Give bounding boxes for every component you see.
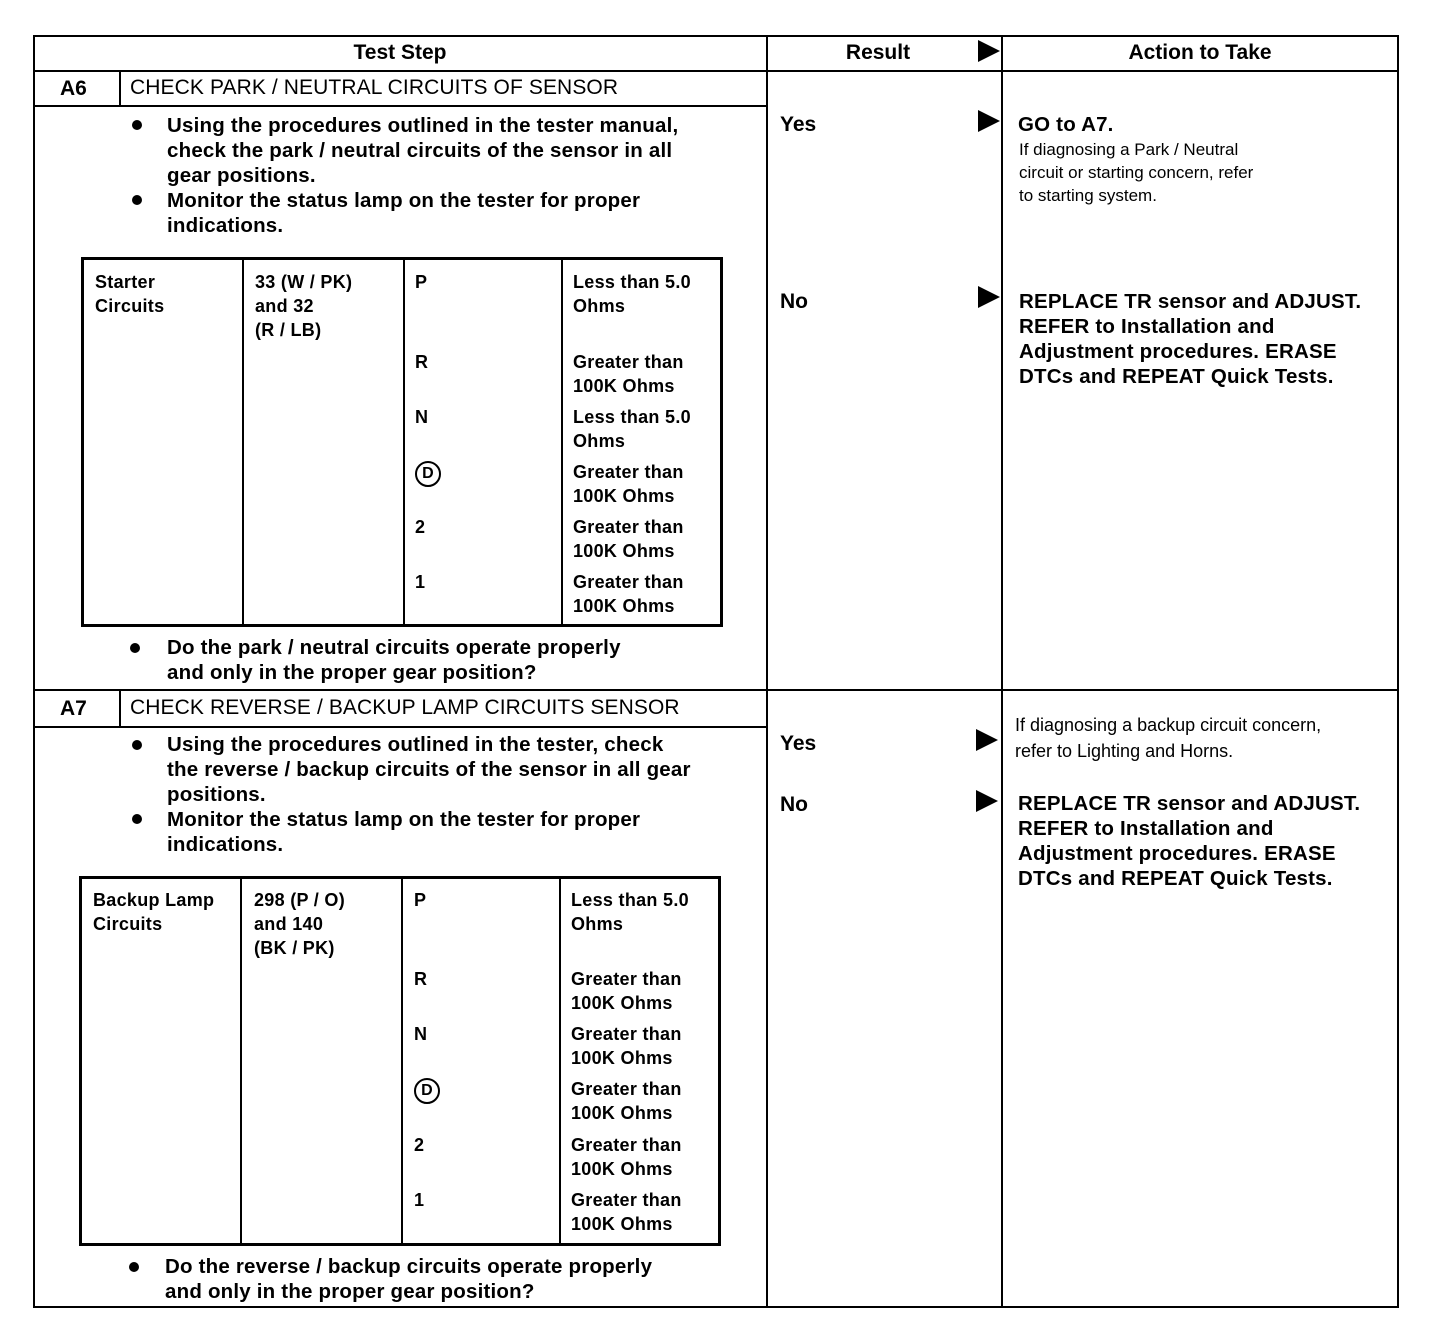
a7-instruction-1 — [167, 732, 757, 807]
a7-result-yes: Yes — [780, 732, 817, 755]
gear-position: N — [414, 1024, 428, 1044]
table-left-border — [33, 35, 35, 1308]
arrow-right-icon — [976, 729, 998, 751]
text-line: Greater than — [573, 517, 684, 537]
a6-result-no: No — [780, 290, 808, 313]
resistance-value — [573, 350, 684, 398]
resistance-value — [571, 1188, 682, 1236]
text-line: 100K Ohms — [573, 596, 675, 616]
text-line: Adjustment procedures. ERASE — [1019, 340, 1337, 363]
a6-yes-action — [1018, 112, 1114, 137]
a6-question — [167, 635, 747, 685]
text-line: indications. — [167, 833, 284, 856]
header-test-step: Test Step — [353, 41, 447, 64]
step-title-a6: CHECK PARK / NEUTRAL CIRCUITS OF SENSOR — [130, 76, 619, 99]
a6-id-divider — [119, 70, 121, 106]
text-line: and 32 — [255, 296, 314, 316]
text-line: and only in the proper gear position? — [165, 1280, 535, 1303]
resistance-value — [571, 1022, 682, 1070]
header-action: Action to Take — [1128, 41, 1272, 64]
a7-circuit-name — [93, 888, 214, 936]
table-divider — [242, 258, 244, 624]
text-line: Circuits — [93, 914, 163, 934]
bullet-icon — [130, 643, 140, 653]
text-line: Do the park / neutral circuits operate properly — [167, 636, 621, 659]
text-line: refer to Lighting and Horns. — [1015, 741, 1234, 761]
text-line: Ohms — [573, 431, 626, 451]
gear-position: 1 — [415, 572, 426, 592]
text-line: Do the reverse / backup circuits operate properly — [165, 1255, 653, 1278]
text-line: Greater than — [573, 352, 684, 372]
text-line: Monitor the status lamp on the tester for proper — [167, 808, 641, 831]
text-line: the reverse / backup circuits of the sensor in all gear — [167, 758, 691, 781]
resistance-value — [573, 405, 691, 453]
gear-position: P — [415, 272, 428, 292]
a6-yes-note — [1019, 138, 1253, 207]
resistance-value — [573, 270, 691, 318]
table-divider — [403, 258, 405, 624]
a6-title-bottom-border — [34, 105, 766, 107]
bullet-icon — [132, 740, 142, 750]
text-line: REPLACE TR sensor and ADJUST. — [1019, 290, 1362, 313]
text-line: 100K Ohms — [573, 541, 675, 561]
text-line: (BK / PK) — [254, 938, 335, 958]
action-step-link: A7. — [1081, 113, 1114, 136]
step-id-a7: A7 — [60, 697, 87, 720]
text-line: Greater than — [571, 1079, 682, 1099]
text-line: and 140 — [254, 914, 324, 934]
text-line: Less than 5.0 — [571, 890, 689, 910]
gear-position: 1 — [414, 1190, 425, 1210]
gear-position-overdrive — [415, 460, 441, 487]
gear-position: P — [414, 890, 427, 910]
resistance-value — [571, 888, 689, 936]
text-line: 298 (P / O) — [254, 890, 346, 910]
text-line: Circuits — [95, 296, 165, 316]
text-line: Greater than — [571, 1190, 682, 1210]
text-line: Greater than — [571, 1135, 682, 1155]
text-line: Starter — [95, 272, 156, 292]
text-line: Backup Lamp — [93, 890, 215, 910]
text-line: and only in the proper gear position? — [167, 661, 537, 684]
text-line: indications. — [167, 214, 284, 237]
resistance-value — [573, 460, 684, 508]
table-right-border — [1397, 35, 1399, 1308]
bullet-icon — [132, 120, 142, 130]
step-separator — [34, 689, 1398, 691]
text-line: 100K Ohms — [571, 1159, 673, 1179]
text-line: check the park / neutral circuits of the sensor in all — [167, 139, 673, 162]
text-line: DTCs and REPEAT Quick Tests. — [1018, 867, 1333, 890]
a7-result-no: No — [780, 793, 808, 816]
text-line: REFER to Installation and — [1018, 817, 1274, 840]
a6-instruction-2 — [167, 188, 747, 238]
gear-position: 2 — [414, 1135, 425, 1155]
table-divider — [240, 877, 242, 1243]
text-line: Less than 5.0 — [573, 272, 691, 292]
a7-id-divider — [119, 689, 121, 727]
gear-position: N — [415, 407, 429, 427]
a6-circuit-name — [95, 270, 164, 318]
text-line: to starting system. — [1019, 186, 1157, 205]
text-line: gear positions. — [167, 164, 316, 187]
resistance-value — [571, 967, 682, 1015]
resistance-value — [571, 1133, 682, 1181]
text-line: Using the procedures outlined in the tester, check — [167, 733, 664, 756]
bullet-icon — [132, 195, 142, 205]
a6-instruction-1 — [167, 113, 747, 188]
gear-position: 2 — [415, 517, 426, 537]
gear-position-overdrive — [414, 1077, 440, 1104]
text-line: 100K Ohms — [571, 1103, 673, 1123]
resistance-value — [573, 570, 684, 618]
table-divider — [561, 258, 563, 624]
bullet-icon — [129, 1262, 139, 1272]
text-line: DTCs and REPEAT Quick Tests. — [1019, 365, 1334, 388]
text-line: 100K Ohms — [573, 376, 675, 396]
table-divider — [559, 877, 561, 1243]
header-result: Result — [845, 41, 911, 64]
arrow-right-icon — [978, 110, 1000, 132]
table-bottom-border — [34, 1306, 1398, 1308]
text-line: 33 (W / PK) — [255, 272, 353, 292]
arrow-right-icon — [976, 790, 998, 812]
text-line: Ohms — [573, 296, 626, 316]
text-line: Greater than — [571, 1024, 682, 1044]
a7-wire-ids — [254, 888, 345, 960]
a7-title-bottom-border — [34, 726, 766, 728]
text-line: If diagnosing a Park / Neutral — [1019, 140, 1239, 159]
circled-d-icon: D — [415, 461, 441, 487]
table-divider — [401, 877, 403, 1243]
text-line: Less than 5.0 — [573, 407, 691, 427]
result-column-divider — [766, 35, 768, 1308]
text-line: Greater than — [571, 969, 682, 989]
a7-no-action — [1018, 791, 1360, 891]
gear-position: R — [415, 352, 429, 372]
text-line: Using the procedures outlined in the tester manual, — [167, 114, 679, 137]
step-id-a6: A6 — [60, 77, 87, 100]
a7-yes-note — [1015, 712, 1321, 764]
bullet-icon — [132, 814, 142, 824]
text-line: 100K Ohms — [571, 1048, 673, 1068]
text-line: positions. — [167, 783, 266, 806]
text-line: 100K Ohms — [571, 1214, 673, 1234]
text-line: Adjustment procedures. ERASE — [1018, 842, 1336, 865]
resistance-value — [571, 1077, 682, 1125]
header-bottom-border — [34, 70, 1398, 72]
text-line: 100K Ohms — [571, 993, 673, 1013]
text-line: circuit or starting concern, refer — [1019, 163, 1254, 182]
text-line: If diagnosing a backup circuit concern, — [1015, 715, 1322, 735]
text-line: (R / LB) — [255, 320, 322, 340]
text-line: Greater than — [573, 572, 684, 592]
text-line: Ohms — [571, 914, 624, 934]
text-line: REPLACE TR sensor and ADJUST. — [1018, 792, 1361, 815]
step-title-a7: CHECK REVERSE / BACKUP LAMP CIRCUITS SENSOR — [130, 696, 680, 719]
resistance-value — [573, 515, 684, 563]
gear-position: R — [414, 969, 428, 989]
action-column-divider — [1001, 35, 1003, 1308]
circled-d-icon: D — [414, 1078, 440, 1104]
action-text: GO to — [1018, 113, 1082, 136]
a7-instruction-2 — [167, 807, 747, 857]
a6-wire-ids — [255, 270, 352, 342]
text-line: REFER to Installation and — [1019, 315, 1275, 338]
arrow-right-icon — [978, 286, 1000, 308]
a6-result-yes: Yes — [780, 113, 817, 136]
text-line: 100K Ohms — [573, 486, 675, 506]
text-line: Greater than — [573, 462, 684, 482]
a6-no-action — [1019, 289, 1361, 389]
text-line: Monitor the status lamp on the tester for proper — [167, 189, 641, 212]
a7-question — [165, 1254, 755, 1304]
header-arrow-icon — [978, 40, 1000, 62]
